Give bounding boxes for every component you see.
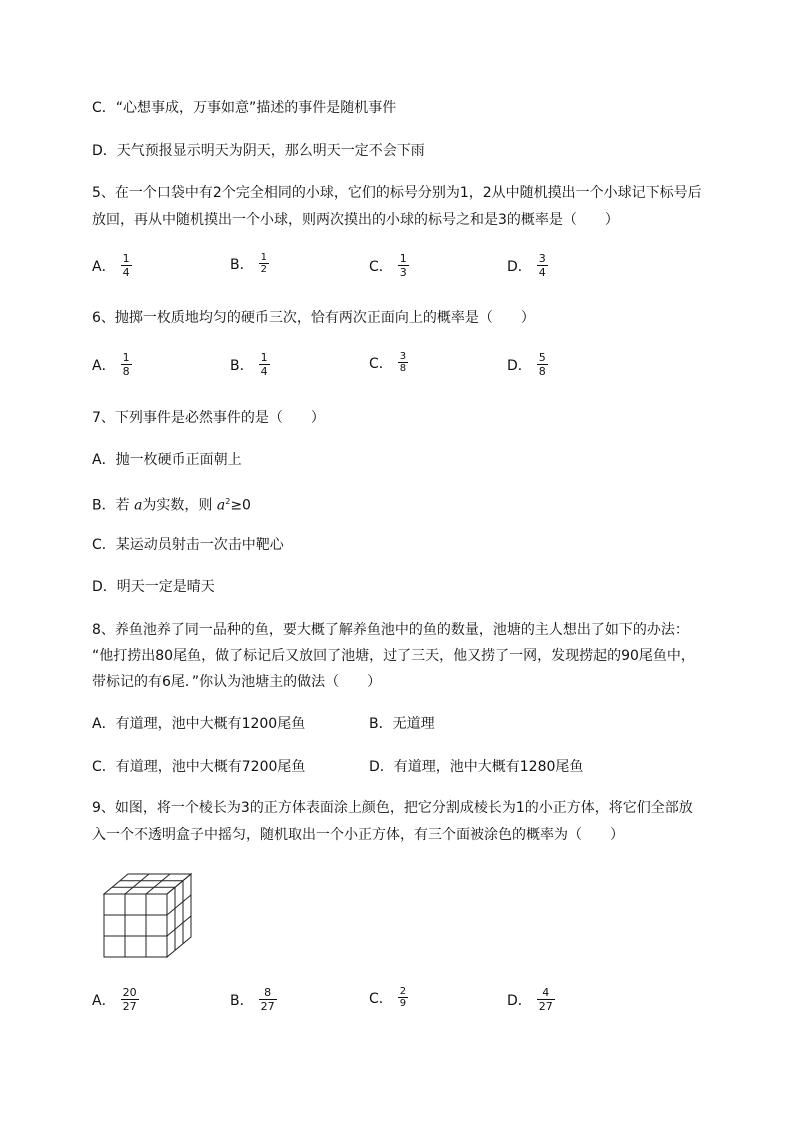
q7-stem: 7、下列事件是必然事件的是（ ） <box>92 410 325 426</box>
fraction <box>537 986 555 1013</box>
fraction <box>121 351 132 378</box>
q8-stem-line3: 带标记的有6尾．”你认为池塘主的做法（ ） <box>92 674 382 690</box>
cube-right-gridline <box>167 895 191 915</box>
fraction-denominator: 27 <box>538 1000 553 1013</box>
fraction-numerator: 4 <box>542 986 550 999</box>
fraction-denominator: 3 <box>399 266 407 279</box>
fraction <box>398 351 408 374</box>
q9-option-a <box>92 986 139 1013</box>
fraction-denominator: 8 <box>122 365 130 378</box>
cube-top-gridline <box>125 874 149 894</box>
fraction <box>259 252 269 275</box>
q4-option-c: C．“心想事成，万事如意”描述的事件是随机事件 <box>92 100 397 116</box>
fraction-denominator: 27 <box>260 1000 275 1013</box>
fraction <box>537 351 548 378</box>
q6-stem: 6、抛掷一枚质地均匀的硬币三次，恰有两次正面向上的概率是（ ） <box>92 310 535 326</box>
option-label: C． <box>369 355 393 372</box>
option-label: D． <box>507 258 532 275</box>
fraction <box>259 986 277 1013</box>
option-label: B． <box>230 992 254 1009</box>
q8-stem-line1: 8、养鱼池养了同一品种的鱼，要大概了解养鱼池中的鱼的数量，池塘的主人想出了如下的办法： <box>92 622 689 638</box>
fraction <box>398 986 408 1009</box>
fraction-denominator: 2 <box>260 264 267 275</box>
q5-option-a <box>92 252 132 279</box>
q8-option-d: D．有道理，池中大概有1280尾鱼 <box>369 759 584 775</box>
cube-front-face <box>104 894 167 957</box>
q5-stem-line2: 放回，再从中随机摸出一个小球，则两次摸出的小球的标号之和是3的概率是（ ） <box>92 212 619 228</box>
q7-option-b-middle: 为实数，则 <box>142 497 217 514</box>
q5-option-c <box>369 252 409 279</box>
option-label: B． <box>230 256 254 273</box>
q9-stem-line1: 9、如图，将一个棱长为3的正方体表面涂上颜色，把它分割成棱长为1的小正方体，将它们全部放 <box>92 800 693 816</box>
q6-option-c <box>369 351 408 374</box>
cube-top-face <box>104 874 191 894</box>
exponent: 2 <box>225 497 231 506</box>
fraction <box>537 252 548 279</box>
q8-option-a: A．有道理，池中大概有1200尾鱼 <box>92 716 306 732</box>
fraction <box>259 351 270 378</box>
variable-a: a <box>134 497 143 514</box>
fraction-numerator: 1 <box>122 252 130 265</box>
cube-top-gridline <box>146 874 170 894</box>
q9-stem-line2: 入一个不透明盒子中摇匀，随机取出一个小正方体，有三个面被涂色的概率为（ ） <box>92 827 624 843</box>
q7-option-d: D．明天一定是晴天 <box>92 579 215 595</box>
option-label: B． <box>230 357 254 374</box>
q4-option-d: D．天气预报显示明天为阴天，那么明天一定不会下雨 <box>92 143 425 159</box>
fraction <box>398 252 409 279</box>
q9-option-c <box>369 986 408 1009</box>
fraction-numerator: 8 <box>264 986 272 999</box>
option-label: C． <box>369 990 393 1007</box>
cube-figure <box>102 872 194 960</box>
fraction-numerator: 5 <box>538 351 546 364</box>
fraction-denominator: 8 <box>399 363 407 374</box>
option-label: A． <box>92 992 116 1009</box>
q7-option-b-prefix: B．若 <box>92 497 135 514</box>
q8-option-b: B．无道理 <box>369 716 435 732</box>
option-label: C． <box>369 258 393 275</box>
q5-option-b <box>230 252 269 275</box>
q7-option-b-suffix: ≥0 <box>230 497 251 514</box>
fraction-numerator: 1 <box>399 252 407 265</box>
q8-option-c: C．有道理，池中大概有7200尾鱼 <box>92 759 306 775</box>
fraction-denominator: 4 <box>122 266 130 279</box>
q7-option-a: A．抛一枚硬币正面朝上 <box>92 452 242 468</box>
fraction-numerator: 1 <box>122 351 130 364</box>
variable-a-squared-base: a <box>216 497 226 514</box>
option-label: A． <box>92 258 116 275</box>
q9-option-d <box>507 986 555 1013</box>
q5-option-d <box>507 252 548 279</box>
q6-option-d <box>507 351 548 378</box>
fraction-numerator: 2 <box>399 986 407 997</box>
q8-stem-line2: “他打捞出80尾鱼，做了标记后又放回了池塘，过了三天，他又捞了一网，发现捞起的90尾鱼中， <box>92 648 695 664</box>
option-label: A． <box>92 357 116 374</box>
fraction-numerator: 1 <box>260 252 267 263</box>
q6-option-b <box>230 351 270 378</box>
fraction <box>121 986 139 1013</box>
option-label: D． <box>507 357 532 374</box>
fraction-numerator: 1 <box>260 351 268 364</box>
fraction-numerator: 3 <box>399 351 407 362</box>
fraction <box>121 252 132 279</box>
q9-option-b <box>230 986 277 1013</box>
fraction-denominator: 27 <box>122 1000 137 1013</box>
fraction-denominator: 4 <box>538 266 546 279</box>
fraction-numerator: 20 <box>122 986 137 999</box>
q7-option-c: C．某运动员射击一次击中靶心 <box>92 537 284 553</box>
fraction-numerator: 3 <box>538 252 546 265</box>
q5-stem-line1: 5、在一个口袋中有2个完全相同的小球，它们的标号分别为1，2从中随机摸出一个小球记下标号后 <box>92 185 702 201</box>
cube-right-gridline <box>167 916 191 936</box>
cube-right-face <box>167 874 191 957</box>
q6-option-a <box>92 351 132 378</box>
fraction-denominator: 4 <box>260 365 268 378</box>
option-label: D． <box>507 992 532 1009</box>
q7-option-b <box>92 492 251 516</box>
fraction-denominator: 9 <box>399 998 407 1009</box>
fraction-denominator: 8 <box>538 365 546 378</box>
